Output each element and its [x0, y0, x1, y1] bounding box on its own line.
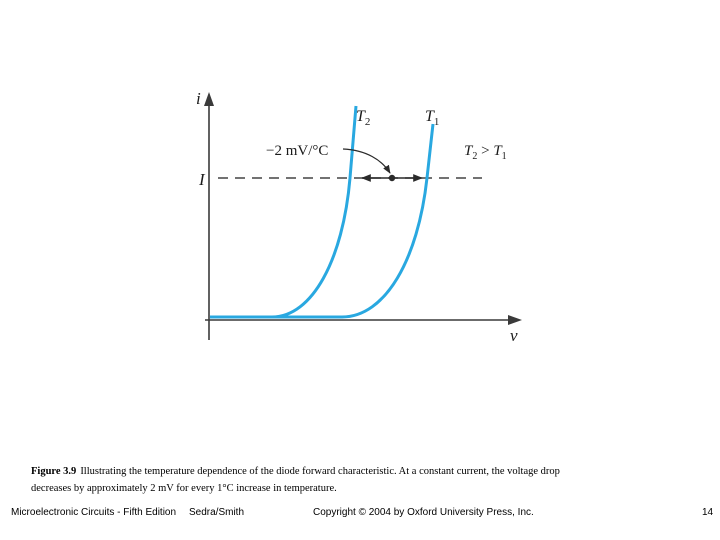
- current-level-label: I: [199, 170, 205, 189]
- curve-t2: [210, 106, 356, 317]
- y-axis-label: i: [196, 89, 201, 108]
- footer-page-number: 14: [702, 507, 714, 518]
- operating-point: [389, 175, 395, 181]
- figure-caption-text: Illustrating the temperature dependence of the diode forward characteristic. At a constant current, the voltage drop decreases by approximately 2 mV for every 1°C increase in temperature.: [31, 466, 560, 494]
- curve-t2-label: $T_2$: [356, 108, 371, 128]
- shift-annotation: −2 mV/°C: [266, 143, 329, 159]
- y-axis-arrowhead: [204, 92, 214, 106]
- figure-caption: [31, 463, 591, 497]
- x-axis-label: v: [510, 326, 518, 345]
- footer-book-title: Microelectronic Circuits - Fifth Edition: [11, 507, 177, 518]
- curve-t1-label: $T_1$: [425, 108, 440, 128]
- footer-authors: Sedra/Smith: [189, 507, 245, 518]
- footer-copyright: Copyright © 2004 by Oxford University Press, Inc.: [313, 507, 534, 518]
- temperature-relation: $T_2 > T_1$: [464, 143, 507, 162]
- figure-caption-label: Figure 3.9: [31, 466, 77, 477]
- x-axis-arrowhead: [508, 315, 522, 325]
- slide-footer: [0, 507, 720, 523]
